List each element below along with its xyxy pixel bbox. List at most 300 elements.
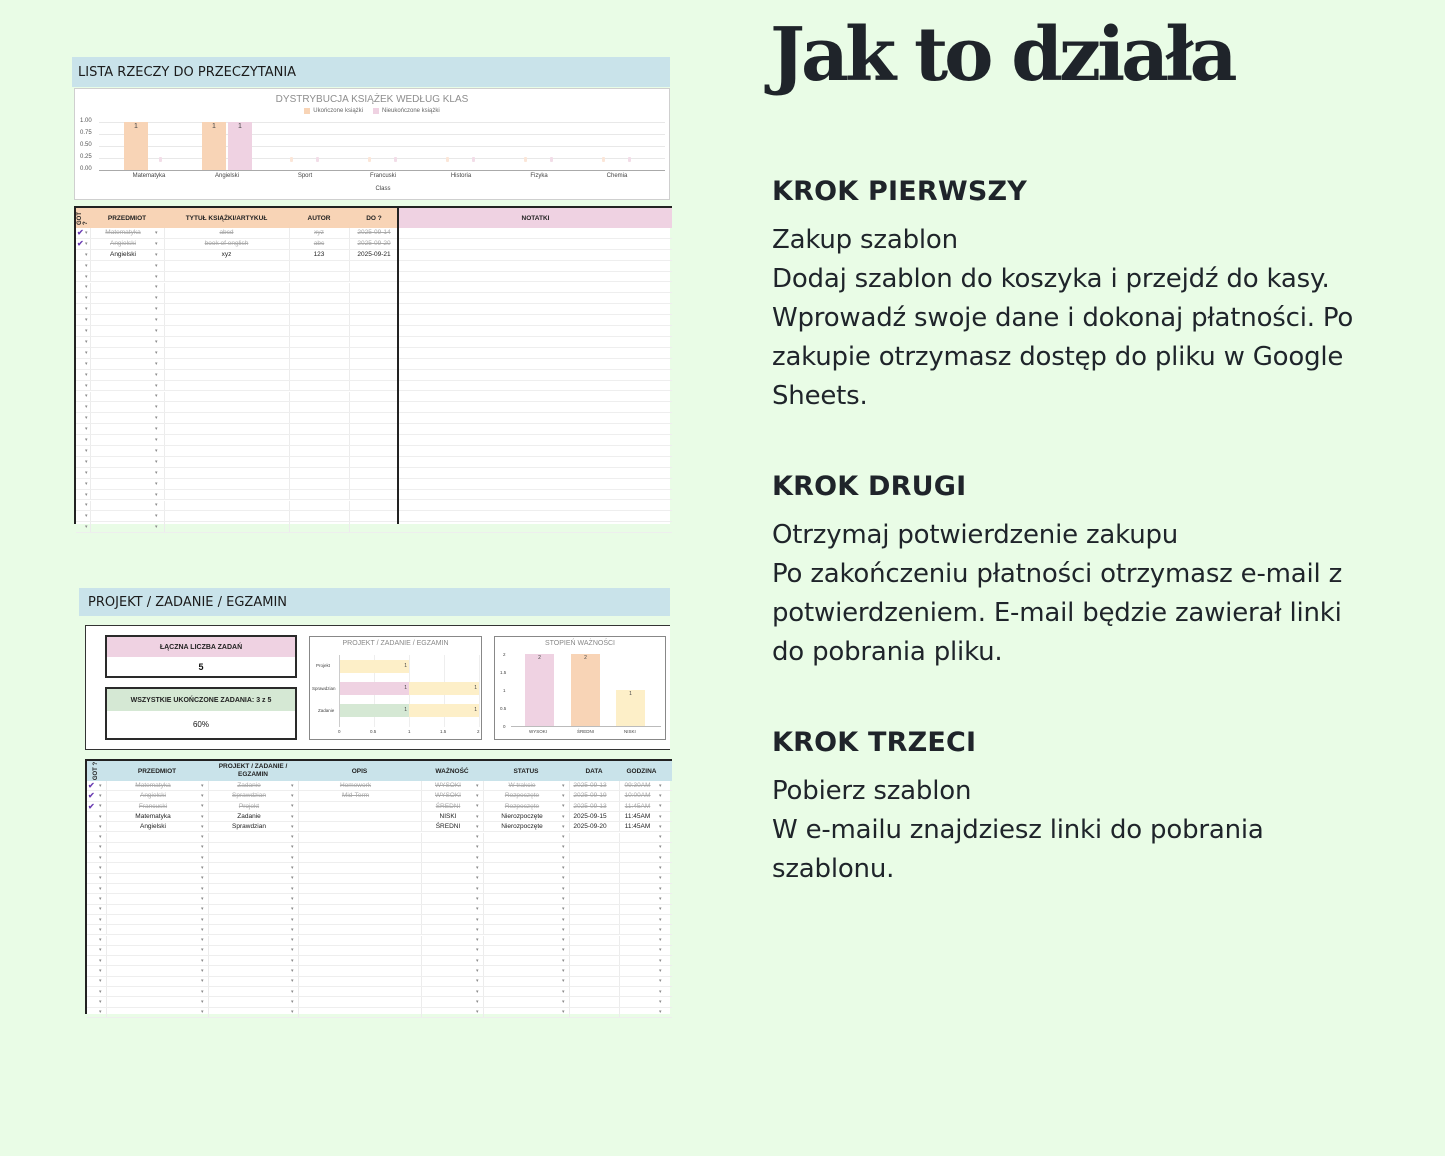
dropdown-arrow-icon[interactable]: ▾ [659,978,662,985]
dropdown-arrow-icon[interactable]: ▾ [659,1009,662,1016]
dropdown-arrow-icon[interactable]: ▾ [85,262,88,269]
dropdown-arrow-icon[interactable]: ▾ [85,404,88,411]
dropdown-arrow-icon[interactable]: ▾ [291,916,294,923]
cell-status[interactable]: Nierozpoczęte [501,813,543,821]
dropdown-arrow-icon[interactable]: ▾ [201,978,204,985]
dropdown-arrow-icon[interactable]: ▾ [291,998,294,1005]
dropdown-arrow-icon[interactable]: ▾ [659,988,662,995]
dropdown-arrow-icon[interactable]: ▾ [659,885,662,892]
cell-time[interactable]: 11:45AM [624,802,651,810]
cell-due[interactable]: 2025-09-20 [357,240,391,248]
dropdown-arrow-icon[interactable]: ▾ [476,813,479,820]
dropdown-arrow-icon[interactable]: ▾ [85,349,88,356]
dropdown-arrow-icon[interactable]: ▾ [85,524,88,531]
dropdown-arrow-icon[interactable]: ▾ [476,978,479,985]
dropdown-arrow-icon[interactable]: ▾ [562,1009,565,1016]
check-icon[interactable]: ✔ [77,228,84,238]
cell-type[interactable]: Zadanie [237,813,261,821]
cell-type[interactable]: Sprawdzian [232,792,266,800]
table-row [87,1008,672,1018]
bar-sredni: 2 [571,654,600,726]
dropdown-arrow-icon[interactable]: ▾ [155,306,158,313]
y-tick: 0.00 [80,166,92,172]
kpi-completed-value: 60% [192,720,209,729]
dropdown-arrow-icon[interactable]: ▾ [85,491,88,498]
dropdown-arrow-icon[interactable]: ▾ [155,360,158,367]
reading-list-table [74,206,670,531]
cell-subject[interactable]: Matematyka [135,813,171,821]
dropdown-arrow-icon[interactable]: ▾ [659,926,662,933]
dropdown-arrow-icon[interactable]: ▾ [201,844,204,851]
dropdown-arrow-icon[interactable]: ▾ [85,426,88,433]
table-row [76,522,672,533]
dropdown-arrow-icon[interactable]: ▾ [85,284,88,291]
dropdown-arrow-icon[interactable]: ▾ [85,458,88,465]
dropdown-arrow-icon[interactable]: ▾ [155,447,158,454]
table-row [87,874,672,884]
cell-time[interactable]: 11:45AM [624,823,651,831]
dropdown-arrow-icon[interactable]: ▾ [476,906,479,913]
cell-desc[interactable]: Homework [339,782,372,790]
cell-author[interactable]: abc [313,240,325,248]
dropdown-arrow-icon[interactable]: ▾ [201,875,204,882]
dropdown-arrow-icon[interactable]: ▾ [201,782,204,789]
dropdown-arrow-icon[interactable]: ▾ [562,937,565,944]
cell-subject[interactable]: Angielski [139,823,166,831]
dropdown-arrow-icon[interactable]: ▾ [99,957,102,964]
col-header-title: TYTUŁ KSIĄŻKI/ARTYKUŁ [185,214,268,222]
cell-subject[interactable]: Matematyka [105,229,141,237]
dropdown-arrow-icon[interactable]: ▾ [99,926,102,933]
table-row [76,337,672,348]
dropdown-arrow-icon[interactable]: ▾ [155,437,158,444]
dropdown-arrow-icon[interactable]: ▾ [99,916,102,923]
dropdown-arrow-icon[interactable]: ▾ [476,803,479,810]
dropdown-arrow-icon[interactable]: ▾ [562,844,565,851]
cell-subject[interactable]: Angielski [109,240,136,248]
cell-time[interactable]: 09:30AM [624,782,651,790]
dropdown-arrow-icon[interactable]: ▾ [85,502,88,509]
dropdown-arrow-icon[interactable]: ▾ [659,998,662,1005]
dropdown-arrow-icon[interactable]: ▾ [201,854,204,861]
table-row [76,381,672,392]
dropdown-arrow-icon[interactable]: ▾ [85,447,88,454]
dropdown-arrow-icon[interactable]: ▾ [476,792,479,799]
projects-title: PROJEKT / ZADANIE / EGZAMIN [79,588,670,616]
dropdown-arrow-icon[interactable]: ▾ [291,813,294,820]
table-row [76,468,672,479]
dropdown-arrow-icon[interactable]: ▾ [85,393,88,400]
dropdown-arrow-icon[interactable]: ▾ [291,834,294,841]
dropdown-arrow-icon[interactable]: ▾ [476,844,479,851]
dropdown-arrow-icon[interactable]: ▾ [562,978,565,985]
table-row [76,370,672,381]
cell-priority[interactable]: NISKI [439,813,457,821]
dropdown-arrow-icon[interactable]: ▾ [99,782,102,789]
dropdown-arrow-icon[interactable]: ▾ [562,885,565,892]
dropdown-arrow-icon[interactable]: ▾ [291,895,294,902]
dropdown-arrow-icon[interactable]: ▾ [201,988,204,995]
table-row [76,479,672,490]
dropdown-arrow-icon[interactable]: ▾ [99,978,102,985]
dropdown-arrow-icon[interactable]: ▾ [659,854,662,861]
dropdown-arrow-icon[interactable]: ▾ [291,875,294,882]
dropdown-arrow-icon[interactable]: ▾ [155,513,158,520]
cell-desc[interactable]: Mid-Term [341,792,370,800]
dropdown-arrow-icon[interactable]: ▾ [85,338,88,345]
table-row [76,501,672,512]
cell-subject[interactable]: Angielski [139,792,166,800]
dropdown-arrow-icon[interactable]: ▾ [562,988,565,995]
cell-date[interactable]: 2025-09-13 [573,782,607,790]
cell-status[interactable]: Rozpoczęte [504,802,540,810]
dropdown-arrow-icon[interactable]: ▾ [562,906,565,913]
table-row [87,833,672,843]
dropdown-arrow-icon[interactable]: ▾ [85,251,88,258]
dropdown-arrow-icon[interactable]: ▾ [99,885,102,892]
dropdown-arrow-icon[interactable]: ▾ [85,469,88,476]
cell-author[interactable]: 123 [313,251,325,259]
y-tick: 1.00 [80,118,92,124]
x-tick: Matematyka [132,173,166,179]
dropdown-arrow-icon[interactable]: ▾ [85,229,88,236]
dropdown-arrow-icon[interactable]: ▾ [291,792,294,799]
dropdown-arrow-icon[interactable]: ▾ [562,823,565,830]
dropdown-arrow-icon[interactable]: ▾ [476,998,479,1005]
dropdown-arrow-icon[interactable]: ▾ [99,895,102,902]
dropdown-arrow-icon[interactable]: ▾ [476,854,479,861]
dropdown-arrow-icon[interactable]: ▾ [291,906,294,913]
dropdown-arrow-icon[interactable]: ▾ [99,865,102,872]
dropdown-arrow-icon[interactable]: ▾ [659,792,662,799]
dropdown-arrow-icon[interactable]: ▾ [201,865,204,872]
dropdown-arrow-icon[interactable]: ▾ [99,823,102,830]
table-row [76,239,672,250]
cell-type[interactable]: Projekt [238,802,260,810]
cell-time[interactable]: 10:00AM [624,792,651,800]
cell-date[interactable]: 2025-09-15 [573,813,607,821]
col-header-status: STATUS [513,767,539,775]
dropdown-arrow-icon[interactable]: ▾ [155,502,158,509]
cell-status[interactable]: W trakcie [508,782,536,790]
dropdown-arrow-icon[interactable]: ▾ [562,813,565,820]
dropdown-arrow-icon[interactable]: ▾ [659,937,662,944]
table-row [76,283,672,294]
dropdown-arrow-icon[interactable]: ▾ [659,834,662,841]
dropdown-arrow-icon[interactable]: ▾ [291,854,294,861]
dropdown-arrow-icon[interactable]: ▾ [476,957,479,964]
cell-subject[interactable]: Matematyka [135,782,171,790]
dropdown-arrow-icon[interactable]: ▾ [155,382,158,389]
cell-status[interactable]: Nierozpoczęte [501,823,543,831]
dropdown-arrow-icon[interactable]: ▾ [659,947,662,954]
col-header-priority: WAŻNOŚĆ [435,767,469,775]
check-icon[interactable]: ✔ [88,791,95,801]
kpi-completed-tasks [105,687,297,740]
x-tick: Fizyka [530,173,548,179]
check-icon[interactable]: ✔ [77,239,84,249]
table-row [76,348,672,359]
dropdown-arrow-icon[interactable]: ▾ [85,371,88,378]
dropdown-arrow-icon[interactable]: ▾ [291,968,294,975]
dropdown-arrow-icon[interactable]: ▾ [99,1009,102,1016]
dropdown-arrow-icon[interactable]: ▾ [85,240,88,247]
dropdown-arrow-icon[interactable]: ▾ [291,957,294,964]
dropdown-arrow-icon[interactable]: ▾ [155,480,158,487]
dropdown-arrow-icon[interactable]: ▾ [291,978,294,985]
bar-zadanie-1: 1 [340,704,409,717]
dropdown-arrow-icon[interactable]: ▾ [291,947,294,954]
dropdown-arrow-icon[interactable]: ▾ [99,906,102,913]
dropdown-arrow-icon[interactable]: ▾ [85,295,88,302]
dropdown-arrow-icon[interactable]: ▾ [201,834,204,841]
dropdown-arrow-icon[interactable]: ▾ [562,916,565,923]
dropdown-arrow-icon[interactable]: ▾ [99,937,102,944]
dropdown-arrow-icon[interactable]: ▾ [155,229,158,236]
dropdown-arrow-icon[interactable]: ▾ [659,968,662,975]
dropdown-arrow-icon[interactable]: ▾ [562,875,565,882]
dropdown-arrow-icon[interactable]: ▾ [659,916,662,923]
dropdown-arrow-icon[interactable]: ▾ [291,885,294,892]
dropdown-arrow-icon[interactable]: ▾ [562,782,565,789]
dropdown-arrow-icon[interactable]: ▾ [291,988,294,995]
dropdown-arrow-icon[interactable]: ▾ [85,415,88,422]
dropdown-arrow-icon[interactable]: ▾ [659,957,662,964]
dropdown-arrow-icon[interactable]: ▾ [476,895,479,902]
cell-author[interactable]: xyz [314,229,324,237]
dropdown-arrow-icon[interactable]: ▾ [155,273,158,280]
dropdown-arrow-icon[interactable]: ▾ [99,988,102,995]
dropdown-arrow-icon[interactable]: ▾ [155,240,158,247]
cell-type[interactable]: Zadanie [237,782,261,790]
cell-title[interactable]: book of english [204,240,249,248]
cell-subject[interactable]: Angielski [109,251,136,259]
dropdown-arrow-icon[interactable]: ▾ [476,1009,479,1016]
dropdown-arrow-icon[interactable]: ▾ [85,360,88,367]
dropdown-arrow-icon[interactable]: ▾ [291,844,294,851]
col-header-got: GOT ? [77,212,89,225]
dropdown-arrow-icon[interactable]: ▾ [155,251,158,258]
step-1-title: KROK PIERWSZY [772,176,1028,207]
bar-projekt: 1 [340,660,409,673]
dropdown-arrow-icon[interactable]: ▾ [476,968,479,975]
dropdown-arrow-icon[interactable]: ▾ [201,916,204,923]
x-tick: Sport [297,173,313,179]
cell-title[interactable]: abcd [219,229,234,237]
cell-date[interactable]: 2025-09-13 [573,802,607,810]
dropdown-arrow-icon[interactable]: ▾ [476,865,479,872]
dropdown-arrow-icon[interactable]: ▾ [155,328,158,335]
dropdown-arrow-icon[interactable]: ▾ [476,937,479,944]
col-header-subject: PRZEDMIOT [107,214,147,222]
dropdown-arrow-icon[interactable]: ▾ [562,895,565,902]
table-row [87,977,672,987]
dropdown-arrow-icon[interactable]: ▾ [155,491,158,498]
dropdown-arrow-icon[interactable]: ▾ [85,382,88,389]
dropdown-arrow-icon[interactable]: ▾ [99,947,102,954]
dropdown-arrow-icon[interactable]: ▾ [85,480,88,487]
dropdown-arrow-icon[interactable]: ▾ [155,349,158,356]
cell-priority[interactable]: WYSOKI [434,782,461,790]
dropdown-arrow-icon[interactable]: ▾ [476,875,479,882]
dropdown-arrow-icon[interactable]: ▾ [659,844,662,851]
dropdown-arrow-icon[interactable]: ▾ [201,906,204,913]
step-3-title: KROK TRZECI [772,727,977,758]
cell-priority[interactable]: WYSOKI [434,792,461,800]
dropdown-arrow-icon[interactable]: ▾ [99,998,102,1005]
dropdown-arrow-icon[interactable]: ▾ [155,415,158,422]
dropdown-arrow-icon[interactable]: ▾ [562,803,565,810]
dropdown-arrow-icon[interactable]: ▾ [155,393,158,400]
dropdown-arrow-icon[interactable]: ▾ [201,937,204,944]
dropdown-arrow-icon[interactable]: ▾ [201,926,204,933]
dropdown-arrow-icon[interactable]: ▾ [659,823,662,830]
col-header-got: GOT ? [93,761,100,781]
dropdown-arrow-icon[interactable]: ▾ [659,875,662,882]
table-row [76,293,672,304]
table-row [87,781,672,791]
dropdown-arrow-icon[interactable]: ▾ [659,895,662,902]
dropdown-arrow-icon[interactable]: ▾ [562,854,565,861]
dropdown-arrow-icon[interactable]: ▾ [201,895,204,902]
dropdown-arrow-icon[interactable]: ▾ [562,865,565,872]
cell-type[interactable]: Sprawdzian [232,823,266,831]
kpi-total-label: ŁĄCZNA LICZBA ZADAŃ [107,637,295,657]
cell-date[interactable]: 2025-09-19 [573,792,607,800]
dropdown-arrow-icon[interactable]: ▾ [85,437,88,444]
dropdown-arrow-icon[interactable]: ▾ [201,957,204,964]
cell-status[interactable]: Rozpoczęte [504,792,540,800]
dropdown-arrow-icon[interactable]: ▾ [291,926,294,933]
dropdown-arrow-icon[interactable]: ▾ [155,284,158,291]
dropdown-arrow-icon[interactable]: ▾ [155,295,158,302]
dropdown-arrow-icon[interactable]: ▾ [476,988,479,995]
dropdown-arrow-icon[interactable]: ▾ [99,854,102,861]
dropdown-arrow-icon[interactable]: ▾ [476,916,479,923]
dropdown-arrow-icon[interactable]: ▾ [85,513,88,520]
dropdown-arrow-icon[interactable]: ▾ [99,834,102,841]
dropdown-arrow-icon[interactable]: ▾ [562,957,565,964]
col-header-desc: OPIS [351,767,368,775]
cell-title[interactable]: xyz [221,251,232,259]
dropdown-arrow-icon[interactable]: ▾ [562,968,565,975]
books-by-class-chart [74,88,670,200]
dropdown-arrow-icon[interactable]: ▾ [85,317,88,324]
dropdown-arrow-icon[interactable]: ▾ [291,937,294,944]
cell-priority[interactable]: ŚREDNI [435,802,461,810]
dropdown-arrow-icon[interactable]: ▾ [99,792,102,799]
dropdown-arrow-icon[interactable]: ▾ [659,865,662,872]
bar-angielski-uncompleted: 1 [228,122,252,170]
legend-swatch-uncompleted [373,108,379,114]
cell-time[interactable]: 11:45AM [624,813,651,821]
dropdown-arrow-icon[interactable]: ▾ [99,844,102,851]
x-tick: Francuski [369,173,396,179]
table-row [87,884,672,894]
dropdown-arrow-icon[interactable]: ▾ [155,262,158,269]
dropdown-arrow-icon[interactable]: ▾ [291,1009,294,1016]
col-header-subject: PRZEDMIOT [137,767,177,775]
check-icon[interactable]: ✔ [88,781,95,791]
cell-desc[interactable] [298,802,413,811]
cell-date[interactable]: 2025-09-20 [573,823,607,831]
dropdown-arrow-icon[interactable]: ▾ [201,803,204,810]
dropdown-arrow-icon[interactable]: ▾ [562,834,565,841]
notes-header [399,206,672,228]
dropdown-arrow-icon[interactable]: ▾ [155,317,158,324]
dropdown-arrow-icon[interactable]: ▾ [155,426,158,433]
dropdown-arrow-icon[interactable]: ▾ [201,968,204,975]
dropdown-arrow-icon[interactable]: ▾ [476,926,479,933]
dropdown-arrow-icon[interactable]: ▾ [155,338,158,345]
dropdown-arrow-icon[interactable]: ▾ [85,328,88,335]
dropdown-arrow-icon[interactable]: ▾ [659,782,662,789]
chart-title: STOPIEŃ WAŻNOŚCI [544,640,615,647]
dropdown-arrow-icon[interactable]: ▾ [562,926,565,933]
cell-priority[interactable]: ŚREDNI [435,823,461,831]
dropdown-arrow-icon[interactable]: ▾ [476,834,479,841]
dropdown-arrow-icon[interactable]: ▾ [476,823,479,830]
dropdown-arrow-icon[interactable]: ▾ [201,885,204,892]
dropdown-arrow-icon[interactable]: ▾ [99,803,102,810]
kpi-completed-label: WSZYSTKIE UKOŃCZONE ZADANIA: 3 z 5 [107,689,295,711]
dropdown-arrow-icon[interactable]: ▾ [155,469,158,476]
reading-list-title: LISTA RZECZY DO PRZECZYTANIA [72,57,670,87]
dropdown-arrow-icon[interactable]: ▾ [99,813,102,820]
dropdown-arrow-icon[interactable]: ▾ [85,306,88,313]
dropdown-arrow-icon[interactable]: ▾ [155,371,158,378]
table-row [76,490,672,501]
dropdown-arrow-icon[interactable]: ▾ [201,998,204,1005]
dropdown-arrow-icon[interactable]: ▾ [85,273,88,280]
dropdown-arrow-icon[interactable]: ▾ [659,803,662,810]
dropdown-arrow-icon[interactable]: ▾ [155,524,158,531]
dropdown-arrow-icon[interactable]: ▾ [476,782,479,789]
dropdown-arrow-icon[interactable]: ▾ [562,792,565,799]
dropdown-arrow-icon[interactable]: ▾ [476,947,479,954]
cell-subject[interactable]: Francuski [138,802,168,810]
dropdown-arrow-icon[interactable]: ▾ [201,823,204,830]
dropdown-arrow-icon[interactable]: ▾ [659,813,662,820]
cell-desc[interactable] [298,822,413,831]
dropdown-arrow-icon[interactable]: ▾ [155,404,158,411]
table-row [76,413,672,424]
cell-due[interactable]: 2025-09-14 [357,229,391,237]
dropdown-arrow-icon[interactable]: ▾ [201,947,204,954]
table-row [76,250,672,261]
col-header-date: DATA [585,767,603,775]
check-icon[interactable]: ✔ [88,801,95,811]
dropdown-arrow-icon[interactable]: ▾ [562,998,565,1005]
step-1-body: Zakup szablon Dodaj szablon do koszyka i przejdź do kasy. Wprowadź swoje dane i dokonaj płatności. Po zakupie otrzymasz dostęp do pliku w Google Sheets. [772,225,1354,411]
dropdown-arrow-icon[interactable]: ▾ [291,865,294,872]
dropdown-arrow-icon[interactable]: ▾ [476,885,479,892]
table-row [87,863,672,873]
dropdown-arrow-icon[interactable]: ▾ [562,947,565,954]
dropdown-arrow-icon[interactable]: ▾ [99,968,102,975]
dropdown-arrow-icon[interactable]: ▾ [201,1009,204,1016]
dropdown-arrow-icon[interactable]: ▾ [291,823,294,830]
dropdown-arrow-icon[interactable]: ▾ [201,813,204,820]
dropdown-arrow-icon[interactable]: ▾ [291,803,294,810]
cell-desc[interactable] [298,812,413,821]
dropdown-arrow-icon[interactable]: ▾ [659,906,662,913]
dropdown-arrow-icon[interactable]: ▾ [291,782,294,789]
dropdown-arrow-icon[interactable]: ▾ [201,792,204,799]
cell-due[interactable]: 2025-09-21 [357,251,391,259]
dropdown-arrow-icon[interactable]: ▾ [99,875,102,882]
dropdown-arrow-icon[interactable]: ▾ [155,458,158,465]
